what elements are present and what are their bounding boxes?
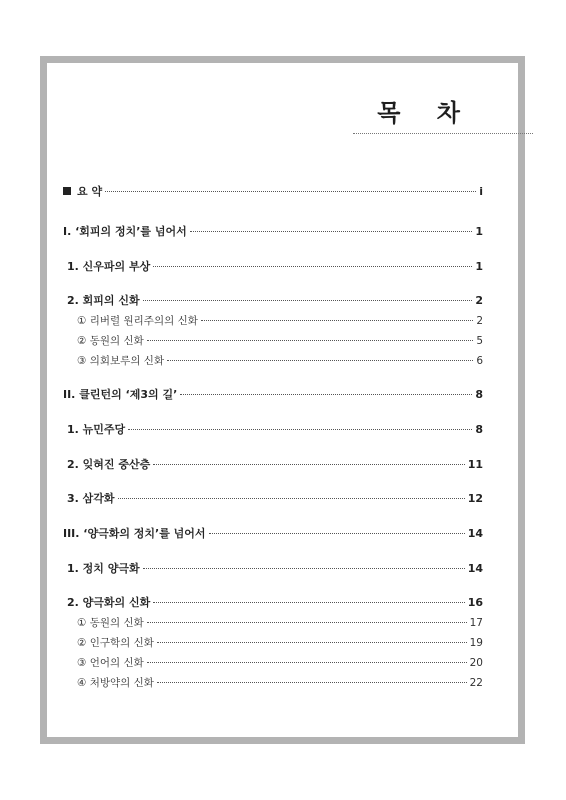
toc-page-number: 22	[469, 677, 483, 689]
dot-leader	[105, 191, 476, 192]
toc-subsection-label: ③ 의회보루의 신화	[77, 355, 165, 367]
toc-page-number: 8	[475, 423, 483, 436]
toc-page-number: 12	[467, 492, 483, 505]
toc-summary[interactable]	[63, 185, 483, 199]
toc-chapter-label: I. ‘회피의 정치’를 넘어서	[63, 225, 187, 238]
toc-subsection-label: ① 리버럴 원리주의의 신화	[77, 315, 198, 327]
dot-leader	[143, 568, 465, 569]
title-dotted-rule	[353, 133, 533, 134]
toc-section-label: 2. 회피의 신화	[67, 294, 140, 307]
toc-summary-label: 요 약	[63, 185, 102, 199]
dot-leader	[190, 231, 473, 232]
toc-page-number: 1	[475, 260, 483, 273]
toc-summary-page: i	[479, 185, 483, 198]
toc-subsection[interactable]	[63, 616, 483, 630]
dot-leader	[153, 602, 464, 603]
toc-section-3-2[interactable]	[63, 596, 483, 610]
toc-section-2-1[interactable]	[63, 423, 483, 437]
toc-section-1-2[interactable]	[63, 294, 483, 308]
toc-chapter-1[interactable]	[63, 225, 483, 239]
toc-section-2-3[interactable]	[63, 492, 483, 506]
toc-section-label: 3. 삼각화	[67, 492, 115, 505]
toc-subsection-label: ③ 언어의 신화	[77, 657, 144, 669]
page-frame	[40, 56, 525, 744]
square-bullet-icon	[63, 187, 71, 195]
toc-page-number: 17	[469, 617, 483, 629]
toc-subsection-label: ④ 처방약의 신화	[77, 677, 154, 689]
dot-leader	[180, 394, 472, 395]
dot-leader	[157, 682, 467, 683]
toc-page-number: 14	[467, 527, 483, 540]
dot-leader	[157, 642, 467, 643]
toc-section-label: 1. 뉴민주당	[67, 423, 126, 436]
toc-section-3-1[interactable]	[63, 562, 483, 576]
toc-section-label: 1. 정치 양극화	[67, 562, 140, 575]
toc-page-number: 11	[467, 458, 483, 471]
toc-subsection-label: ② 인구학의 신화	[77, 637, 154, 649]
toc-page-number: 16	[467, 596, 483, 609]
page-title: 목 차	[377, 99, 474, 127]
toc-chapter-3[interactable]	[63, 527, 483, 541]
toc-page-number: 8	[475, 388, 483, 401]
toc-section-label: 2. 양극화의 신화	[67, 596, 151, 609]
document-sheet	[47, 63, 518, 737]
toc-subsection-label: ② 동원의 신화	[77, 335, 144, 347]
toc-subsection-label: ① 동원의 신화	[77, 617, 144, 629]
toc-chapter-label: II. 클린턴의 ‘제3의 길’	[63, 388, 178, 401]
dot-leader	[118, 498, 465, 499]
toc-subsection[interactable]	[63, 354, 483, 368]
dot-leader	[143, 300, 473, 301]
toc-section-1-1[interactable]	[63, 260, 483, 274]
toc-chapter-label: III. ‘양극화의 정치’를 넘어서	[63, 527, 206, 540]
toc-page-number: 20	[469, 657, 483, 669]
toc-subsection[interactable]	[63, 636, 483, 650]
toc-page-number: 14	[467, 562, 483, 575]
toc-page-number: 6	[476, 355, 483, 367]
toc-subsection[interactable]	[63, 676, 483, 690]
dot-leader	[153, 464, 464, 465]
toc-page-number: 5	[476, 335, 483, 347]
dot-leader	[147, 340, 474, 341]
toc-subsection[interactable]	[63, 334, 483, 348]
toc-subsection[interactable]	[63, 656, 483, 670]
dot-leader	[147, 662, 467, 663]
toc-page-number: 2	[476, 315, 483, 327]
toc-page-number: 2	[475, 294, 483, 307]
toc-chapter-2[interactable]	[63, 388, 483, 402]
dot-leader	[153, 266, 472, 267]
dot-leader	[209, 533, 465, 534]
toc-section-2-2[interactable]	[63, 458, 483, 472]
toc-section-label: 1. 신우파의 부상	[67, 260, 151, 273]
toc-section-label: 2. 잊혀진 중산층	[67, 458, 151, 471]
toc-subsection[interactable]	[63, 314, 483, 328]
toc-page-number: 19	[469, 637, 483, 649]
dot-leader	[128, 429, 472, 430]
dot-leader	[167, 360, 473, 361]
toc-page-number: 1	[475, 225, 483, 238]
dot-leader	[201, 320, 473, 321]
dot-leader	[147, 622, 467, 623]
